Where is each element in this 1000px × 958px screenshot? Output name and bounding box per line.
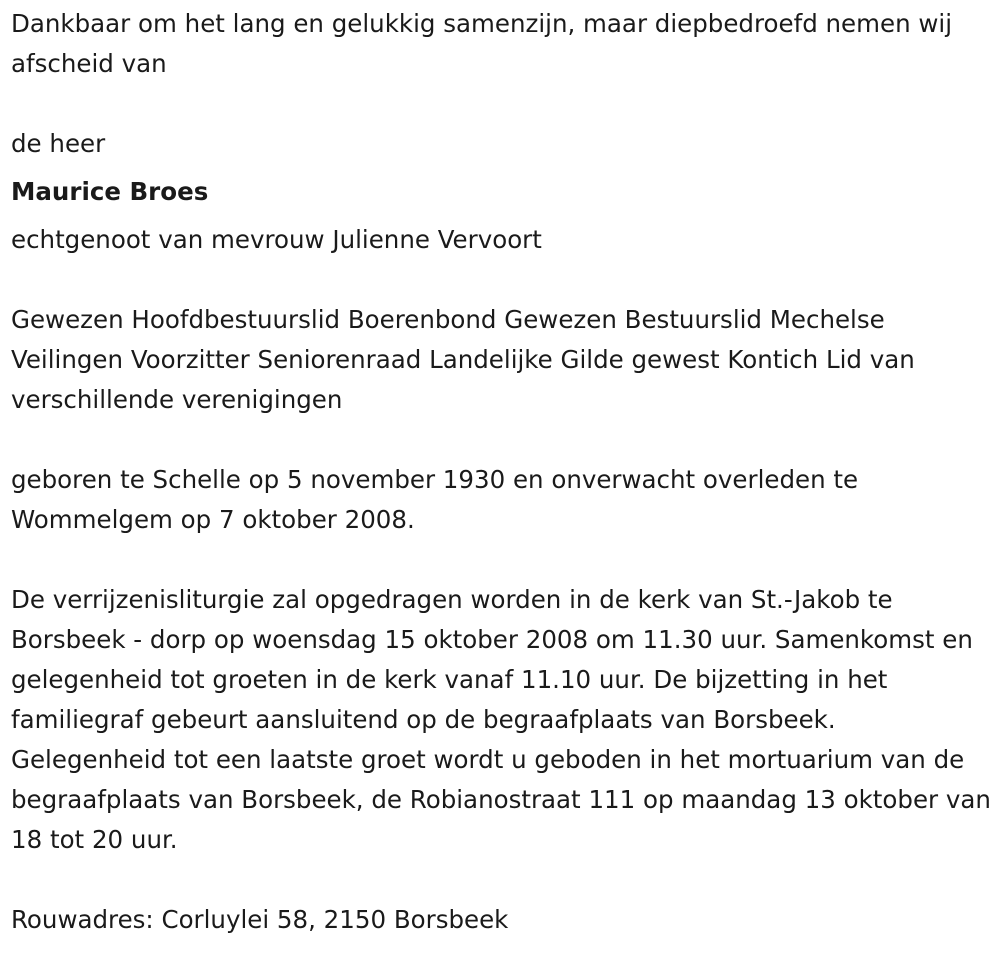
spacer	[11, 260, 996, 300]
salutation: de heer	[11, 129, 106, 158]
spacer	[11, 860, 996, 900]
spacer	[11, 420, 996, 460]
roles-paragraph: Gewezen Hoofdbestuurslid Boerenbond Gewezen Bestuurslid Mechelse Veilingen Voorzitter Seniorenraad Landelijke Gilde gewest Kontich Lid van verschillende verenigingen	[11, 305, 915, 414]
death-notice	[11, 4, 996, 940]
birth-death-paragraph: geboren te Schelle op 5 november 1930 en onverwacht overleden te Wommelgem op 7 oktober 2008.	[11, 465, 859, 534]
deceased-name: Maurice Broes	[11, 177, 209, 206]
intro-text: Dankbaar om het lang en gelukkig samenzijn, maar diepbedroefd nemen wij afscheid van	[11, 9, 953, 78]
spouse-line: echtgenoot van mevrouw Julienne Vervoort	[11, 225, 542, 254]
mourning-address: Rouwadres: Corluylei 58, 2150 Borsbeek	[11, 905, 509, 934]
spacer	[11, 84, 996, 124]
spacer	[11, 540, 996, 580]
ceremony-paragraph: De verrijzenisliturgie zal opgedragen worden in de kerk van St.-Jakob te Borsbeek - dorp op woensdag 15 oktober 2008 om 11.30 uur. Samenkomst en gelegenheid tot groeten in de kerk vanaf 11.10 uur. De bijzetting in het familiegraf gebeurt aansluitend op de begraafplaats van Borsbeek. Gelegenheid tot een laatste groet wordt u geboden in het mortuarium van de begraafplaats van Borsbeek, de Robianostraat 111 op maandag 13 oktober van 18 tot 20 uur.	[11, 585, 991, 854]
